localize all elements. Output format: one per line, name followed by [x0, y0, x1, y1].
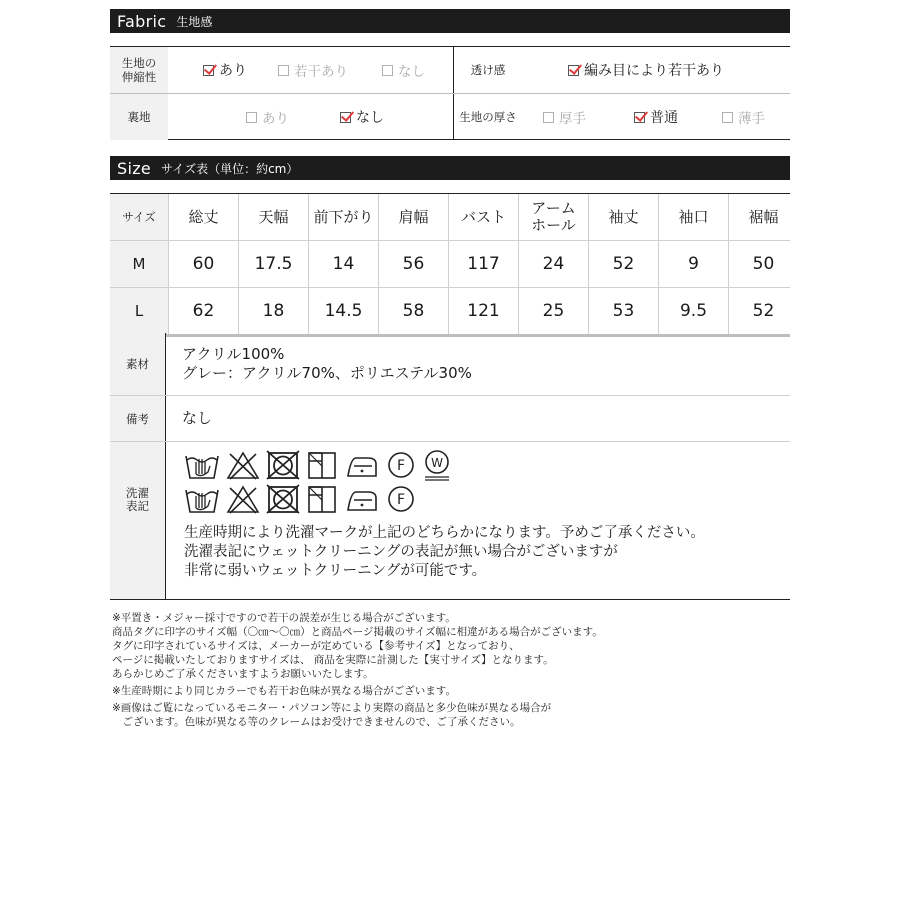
header-cell: 袖口 [658, 194, 728, 240]
checkbox-checked-icon [340, 112, 351, 123]
iron-low-icon [344, 450, 380, 480]
material-row [110, 333, 790, 396]
fabric-subtitle: 生地感 [176, 14, 213, 29]
wet-clean-w-icon [422, 448, 452, 482]
header-cell: サイズ [110, 194, 168, 240]
thickness-option-thick [543, 94, 586, 140]
checkbox-empty-icon [722, 112, 733, 123]
value-cell: 25 [518, 288, 588, 334]
stretch-label: 生地の 伸縮性 [110, 47, 168, 93]
footnote: ※生産時期により同じカラーでも若干お色味が異なる場合がございます。 [112, 685, 456, 697]
remarks-label: 備考 [110, 396, 166, 441]
size-header-row [110, 194, 790, 241]
value-cell: 56 [378, 241, 448, 287]
line-dry-shade-icon [306, 484, 338, 514]
care-row [110, 442, 790, 599]
care-note-1: 生産時期により洗濯マークが上記のどちらかになります。予めご了承ください。 [184, 525, 705, 541]
size-cell: M [110, 241, 168, 287]
checkbox-checked-icon [634, 112, 645, 123]
header-cell: アーム ホール [518, 194, 588, 240]
size-subtitle: サイズ表（単位：約cm） [161, 161, 299, 176]
stretch-option-slight [278, 47, 348, 93]
value-cell: 14.5 [308, 288, 378, 334]
care-content [166, 442, 705, 599]
value-cell: 52 [728, 288, 798, 334]
value-cell: 58 [378, 288, 448, 334]
footnote: ページに掲載いたしておりますサイズは、 商品を実際に計測した【実寸サイズ】となります。 [112, 654, 554, 666]
hand-wash-icon [184, 450, 220, 480]
header-cell: 肩幅 [378, 194, 448, 240]
table-row [110, 288, 790, 337]
no-tumble-dry-icon [266, 484, 300, 514]
dry-clean-f-icon [386, 450, 416, 480]
value-cell: 17.5 [238, 241, 308, 287]
value-cell: 52 [588, 241, 658, 287]
value-cell: 62 [168, 288, 238, 334]
dry-clean-f-icon [386, 484, 416, 514]
care-icons-row-2 [184, 482, 705, 516]
footnote: 商品タグに印字のサイズ幅（〇㎝～〇㎝）と商品ページ掲載のサイズ幅に相違がある場合がございます。 [112, 626, 603, 638]
stretch-option-yes [203, 47, 247, 93]
header-cell: 裾幅 [728, 194, 798, 240]
fabric-table [110, 46, 790, 140]
remarks-value: なし [182, 409, 213, 427]
option-label: 若干あり [294, 64, 348, 80]
no-tumble-dry-icon [266, 450, 300, 480]
lining-option-no [340, 94, 384, 140]
care-label: 洗濯 表記 [110, 442, 166, 599]
care-note-2: 洗濯表記にウェットクリーニングの表記が無い場合がございますが [184, 544, 618, 560]
fabric-row-1 [110, 47, 790, 93]
remarks-row [110, 396, 790, 442]
size-cell: L [110, 288, 168, 334]
header-cell: 前下がり [308, 194, 378, 240]
care-notes [184, 524, 705, 581]
footnote: ※平置き・メジャー採寸ですので若干の誤差が生じる場合がございます。 [112, 612, 456, 624]
value-cell: 9 [658, 241, 728, 287]
line-dry-shade-icon [306, 450, 338, 480]
thickness-label: 生地の厚さ [459, 110, 517, 124]
header-cell: 総丈 [168, 194, 238, 240]
w-letter: W [431, 456, 443, 470]
footnote: ございます。色味が異なる等のクレームはお受けできませんので、ご了承ください。 [112, 716, 521, 728]
value-cell: 50 [728, 241, 798, 287]
option-label: 普通 [650, 110, 678, 126]
size-table [110, 193, 790, 337]
sheer-label: 透け感 [470, 63, 506, 77]
table-row [110, 241, 790, 288]
f-letter: F [396, 458, 406, 474]
f-letter: F [396, 492, 406, 508]
value-cell: 24 [518, 241, 588, 287]
material-line-2: グレー：アクリル70%、ポリエステル30% [182, 364, 472, 382]
footnotes [112, 611, 792, 729]
stretch-option-none [382, 47, 425, 93]
care-icons-row-1 [184, 448, 705, 482]
checkbox-checked-icon [203, 65, 214, 76]
value-cell: 117 [448, 241, 518, 287]
value-cell: 121 [448, 288, 518, 334]
thickness-option-normal [634, 94, 678, 140]
fabric-section-header [110, 9, 790, 33]
value-cell: 9.5 [658, 288, 728, 334]
value-cell: 60 [168, 241, 238, 287]
header-cell: 天幅 [238, 194, 308, 240]
checkbox-empty-icon [246, 112, 257, 123]
option-label: なし [356, 110, 384, 126]
header-cell: バスト [448, 194, 518, 240]
checkbox-empty-icon [382, 65, 393, 76]
checkbox-empty-icon [278, 65, 289, 76]
material-value [166, 333, 472, 395]
header-cell: 袖丈 [588, 194, 658, 240]
lining-option-yes [246, 94, 289, 140]
option-label: 厚手 [559, 111, 586, 127]
value-cell: 14 [308, 241, 378, 287]
sheer-value [568, 47, 724, 93]
footnote: タグに印字されているサイズは、メーカーが定めている【参考サイズ】となっており、 [112, 640, 520, 652]
care-note-3: 非常に弱いウェットクリーニングが可能です。 [184, 563, 487, 579]
size-title: Size [117, 158, 152, 178]
material-line-1: アクリル100% [182, 345, 285, 363]
option-label: あり [262, 111, 289, 127]
checkbox-empty-icon [543, 112, 554, 123]
info-table [110, 333, 790, 600]
lining-label: 裏地 [110, 94, 168, 140]
no-bleach-icon [226, 484, 260, 514]
checkbox-checked-icon [568, 65, 579, 76]
footnote: あらかじめご了承くださいますようお願いいたします。 [112, 668, 374, 680]
option-label: 薄手 [738, 111, 765, 127]
size-section-header [110, 156, 790, 180]
fabric-row-2 [110, 93, 790, 140]
option-label: 編み目により若干あり [584, 63, 724, 79]
thickness-option-thin [722, 94, 765, 140]
footnote: ※画像はご覧になっているモニター・パソコン等により実際の商品と多少色味が異なる場合が [112, 702, 552, 714]
fabric-title: Fabric [117, 11, 167, 31]
value-cell: 53 [588, 288, 658, 334]
option-label: なし [398, 64, 425, 80]
no-bleach-icon [226, 450, 260, 480]
hand-wash-icon [184, 484, 220, 514]
material-label: 素材 [110, 333, 166, 395]
value-cell: 18 [238, 288, 308, 334]
option-label: あり [219, 63, 247, 79]
iron-low-icon [344, 484, 380, 514]
